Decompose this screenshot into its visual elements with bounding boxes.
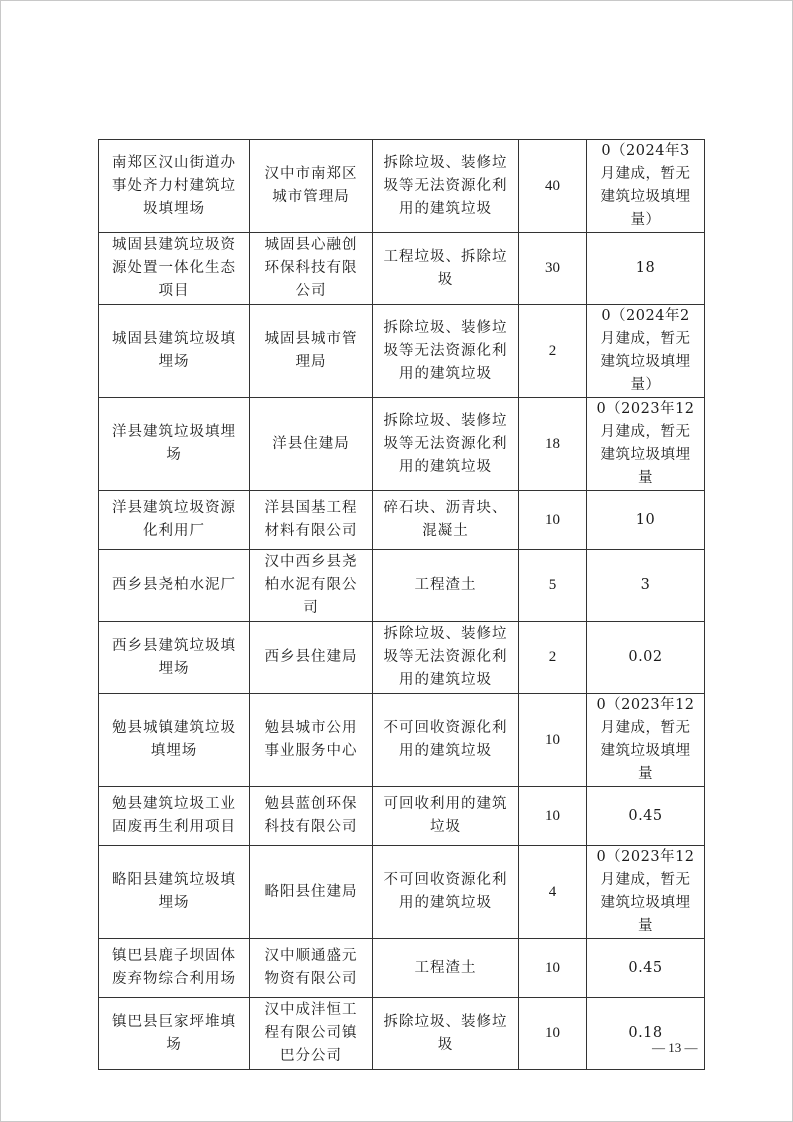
cell-facility-name: 洋县建筑垃圾填埋场 (99, 398, 250, 491)
cell-disposal-amount: 0（2023年12月建成，暂无建筑垃圾填埋量 (587, 694, 705, 787)
cell-operator: 汉中顺通盛元物资有限公司 (250, 939, 373, 998)
cell-disposal-amount: 0（2023年12月建成，暂无建筑垃圾填埋量 (587, 398, 705, 491)
cell-facility-name: 南郑区汉山街道办事处齐力村建筑垃圾填埋场 (99, 140, 250, 233)
table-row (99, 787, 705, 846)
cell-waste-type: 拆除垃圾、装修垃圾等无法资源化利用的建筑垃圾 (373, 140, 519, 233)
cell-facility-name: 城固县建筑垃圾填埋场 (99, 305, 250, 398)
cell-operator: 城固县城市管理局 (250, 305, 373, 398)
cell-waste-type: 工程渣土 (373, 939, 519, 998)
page-number: — 13 — (652, 1040, 698, 1055)
cell-disposal-amount: 3 (587, 550, 705, 622)
table-row (99, 140, 705, 233)
cell-capacity: 4 (519, 846, 587, 939)
cell-capacity: 2 (519, 622, 587, 694)
cell-facility-name: 勉县城镇建筑垃圾填埋场 (99, 694, 250, 787)
cell-disposal-amount: 18 (587, 233, 705, 305)
cell-capacity: 2 (519, 305, 587, 398)
cell-waste-type: 拆除垃圾、装修垃圾 (373, 998, 519, 1070)
cell-capacity: 10 (519, 939, 587, 998)
cell-disposal-amount: 0.45 (587, 787, 705, 846)
cell-disposal-amount: 0（2024年2月建成，暂无建筑垃圾填埋量） (587, 305, 705, 398)
table-row (99, 491, 705, 550)
table-body (99, 140, 705, 1070)
table-row (99, 998, 705, 1070)
cell-facility-name: 城固县建筑垃圾资源处置一体化生态项目 (99, 233, 250, 305)
cell-capacity: 10 (519, 787, 587, 846)
cell-disposal-amount: 0.45 (587, 939, 705, 998)
cell-facility-name: 镇巴县巨家坪堆填场 (99, 998, 250, 1070)
table-row (99, 694, 705, 787)
cell-operator: 汉中成沣恒工程有限公司镇巴分公司 (250, 998, 373, 1070)
cell-disposal-amount: 0（2024年3月建成，暂无建筑垃圾填埋量） (587, 140, 705, 233)
cell-operator: 城固县心融创环保科技有限公司 (250, 233, 373, 305)
cell-operator: 汉中市南郑区城市管理局 (250, 140, 373, 233)
table-row (99, 398, 705, 491)
cell-capacity: 18 (519, 398, 587, 491)
cell-waste-type: 拆除垃圾、装修垃圾等无法资源化利用的建筑垃圾 (373, 398, 519, 491)
cell-disposal-amount: 0.02 (587, 622, 705, 694)
facility-table (98, 139, 705, 1070)
cell-facility-name: 勉县建筑垃圾工业固废再生利用项目 (99, 787, 250, 846)
cell-facility-name: 镇巴县鹿子坝固体废弃物综合利用场 (99, 939, 250, 998)
cell-capacity: 10 (519, 694, 587, 787)
cell-facility-name: 西乡县尧柏水泥厂 (99, 550, 250, 622)
cell-capacity: 30 (519, 233, 587, 305)
cell-disposal-amount: 10 (587, 491, 705, 550)
cell-facility-name: 略阳县建筑垃圾填埋场 (99, 846, 250, 939)
cell-disposal-amount: 0（2023年12月建成，暂无建筑垃圾填埋量 (587, 846, 705, 939)
cell-waste-type: 工程垃圾、拆除垃圾 (373, 233, 519, 305)
table-row (99, 550, 705, 622)
cell-capacity: 10 (519, 491, 587, 550)
cell-capacity: 40 (519, 140, 587, 233)
cell-capacity: 10 (519, 998, 587, 1070)
cell-facility-name: 西乡县建筑垃圾填埋场 (99, 622, 250, 694)
cell-operator: 西乡县住建局 (250, 622, 373, 694)
cell-operator: 勉县蓝创环保科技有限公司 (250, 787, 373, 846)
cell-waste-type: 不可回收资源化利用的建筑垃圾 (373, 846, 519, 939)
cell-disposal-amount: 0.18 (587, 998, 705, 1070)
cell-capacity: 5 (519, 550, 587, 622)
cell-waste-type: 可回收利用的建筑垃圾 (373, 787, 519, 846)
cell-waste-type: 工程渣土 (373, 550, 519, 622)
cell-facility-name: 洋县建筑垃圾资源化利用厂 (99, 491, 250, 550)
cell-waste-type: 不可回收资源化利用的建筑垃圾 (373, 694, 519, 787)
cell-waste-type: 拆除垃圾、装修垃圾等无法资源化利用的建筑垃圾 (373, 305, 519, 398)
table-row (99, 939, 705, 998)
cell-waste-type: 拆除垃圾、装修垃圾等无法资源化利用的建筑垃圾 (373, 622, 519, 694)
table-row (99, 233, 705, 305)
table-row (99, 622, 705, 694)
cell-operator: 洋县住建局 (250, 398, 373, 491)
cell-operator: 洋县国基工程材料有限公司 (250, 491, 373, 550)
cell-operator: 汉中西乡县尧柏水泥有限公司 (250, 550, 373, 622)
cell-operator: 略阳县住建局 (250, 846, 373, 939)
table-row (99, 846, 705, 939)
cell-waste-type: 碎石块、沥青块、混凝土 (373, 491, 519, 550)
cell-operator: 勉县城市公用事业服务中心 (250, 694, 373, 787)
table-row (99, 305, 705, 398)
